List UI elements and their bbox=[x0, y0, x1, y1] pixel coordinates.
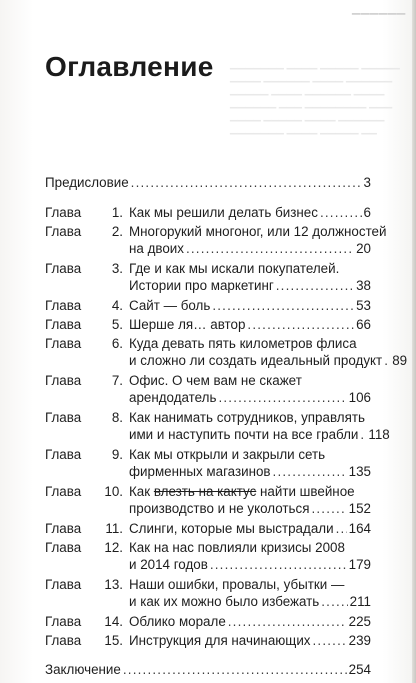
toc-entry-title: Заключение bbox=[45, 662, 121, 677]
toc-entry-title: Слинги, которые мы выстрадали bbox=[129, 521, 334, 536]
chapter-number: 10. bbox=[104, 484, 123, 499]
toc-entry-title: Как мы решили делать бизнес bbox=[129, 205, 318, 220]
toc-entry-chapter-14 bbox=[45, 613, 371, 630]
chapter-number: 13. bbox=[104, 577, 123, 592]
toc-page-number: 53 bbox=[356, 298, 371, 313]
dot-leader bbox=[276, 277, 354, 294]
toc-entry-title: Инструкция для начинающих bbox=[129, 633, 311, 648]
dot-leader bbox=[228, 613, 347, 630]
toc-entry-title: Наши ошибки, провалы, убытки — bbox=[129, 577, 345, 592]
toc-page-number: 6 bbox=[363, 205, 371, 220]
dot-leader bbox=[313, 632, 347, 649]
toc-entry-title-continued: производство и не уколоться bbox=[129, 501, 310, 516]
toc-entry-title-continued: и 2014 годов bbox=[129, 557, 208, 572]
toc-page-number: 179 bbox=[348, 557, 371, 572]
chapter-number: 9. bbox=[111, 447, 123, 462]
toc-entry-chapter-5 bbox=[45, 316, 371, 333]
chapter-number: 14. bbox=[104, 614, 123, 629]
toc-entry-title: Куда девать пять километров флиса bbox=[129, 336, 357, 351]
chapter-label: Глава bbox=[45, 373, 82, 388]
chapter-number: 7. bbox=[111, 373, 123, 388]
toc-page-number: 38 bbox=[356, 278, 371, 293]
dot-leader bbox=[212, 297, 354, 314]
chapter-label: Глава bbox=[45, 633, 82, 648]
dot-leader bbox=[218, 389, 346, 406]
chapter-number: 8. bbox=[111, 410, 123, 425]
chapter-number: 1. bbox=[111, 205, 123, 220]
dot-leader bbox=[186, 240, 354, 257]
toc-entry-preface bbox=[45, 174, 371, 191]
chapter-number: 15. bbox=[104, 633, 123, 648]
toc-page-number: 135 bbox=[348, 464, 371, 479]
toc-entry-title: Офис. О чем вам не скажет bbox=[129, 373, 302, 388]
chapter-label: Глава bbox=[45, 540, 82, 555]
chapter-label: Глава bbox=[45, 447, 82, 462]
chapter-number: 4. bbox=[111, 298, 123, 313]
toc-entry-title-continued: ими и наступить почти на все грабли bbox=[129, 427, 359, 442]
toc-page-number: 20 bbox=[356, 241, 371, 256]
toc-entry-title: найти швейное bbox=[260, 484, 355, 499]
toc-entry-chapter-15 bbox=[45, 632, 371, 649]
toc-page-number: 106 bbox=[348, 390, 371, 405]
toc-entry-title: Как на нас повлияли кризисы 2008 bbox=[129, 540, 345, 555]
chapter-number: 2. bbox=[111, 224, 123, 239]
toc-entry-chapter-13 bbox=[45, 576, 371, 610]
dot-leader bbox=[336, 520, 347, 537]
toc-page-number: 164 bbox=[348, 521, 371, 536]
toc-entry-chapter-7 bbox=[45, 372, 371, 406]
toc-entry-chapter-12 bbox=[45, 539, 371, 573]
chapter-label: Глава bbox=[45, 614, 82, 629]
chapter-label: Глава bbox=[45, 298, 82, 313]
toc-entry-title: Как bbox=[129, 484, 151, 499]
chapter-label: Глава bbox=[45, 261, 82, 276]
toc-page-number: 239 bbox=[348, 633, 371, 648]
dot-leader bbox=[320, 204, 362, 221]
toc-entry-chapter-9 bbox=[45, 446, 371, 480]
toc-entry-title: Облико морале bbox=[129, 614, 226, 629]
chapter-label: Глава bbox=[45, 577, 82, 592]
dot-leader bbox=[247, 316, 354, 333]
toc-entry-chapter-1 bbox=[45, 204, 371, 221]
chapter-label: Глава bbox=[45, 521, 82, 536]
chapter-label: Глава bbox=[45, 205, 82, 220]
dot-leader bbox=[384, 352, 390, 369]
dot-leader bbox=[360, 426, 366, 443]
toc-entry-title-continued: фирменных магазинов bbox=[129, 464, 271, 479]
dot-leader bbox=[131, 174, 362, 191]
toc-entry-chapter-2 bbox=[45, 223, 387, 257]
toc-page-number: 225 bbox=[348, 614, 371, 629]
chapter-label: Глава bbox=[45, 336, 82, 351]
chapter-label: Глава bbox=[45, 317, 82, 332]
bleed-through-text: ▁▁▁▁▁▁▁ ▁▁▁▁ ▁▁▁▁▁ ▁▁▁▁▁ ▁▁▁▁ ▁▁▁▁▁▁ ▁▁▁▁ ▁▁▁▁▁▁ ▁▁▁▁▁ ▁▁▁▁ ▁▁▁▁▁▁ ▁▁▁▁ ▁▁▁▁▁▁ ▁▁▁ ▁▁▁▁▁▁▁▁ ▁▁▁ ▁▁▁▁ ▁▁▁▁▁ ▁▁▁▁ ▁▁▁▁▁▁ ▁▁▁▁▁▁▁ ▁▁▁▁ ▁▁▁▁▁ ▁▁ bbox=[230, 59, 400, 135]
chapter-number: 3. bbox=[111, 261, 123, 276]
chapter-label: Глава bbox=[45, 410, 82, 425]
toc-entry-title: Шерше ля… автор bbox=[129, 317, 246, 332]
toc-page-number: 211 bbox=[349, 594, 371, 609]
chapter-number: 12. bbox=[104, 540, 123, 555]
struck-through-text: влезть на кактус bbox=[153, 484, 257, 499]
toc-page-number: 89 bbox=[392, 353, 408, 368]
toc-page-number: 152 bbox=[348, 501, 371, 516]
running-head: ▁▁▁▁▁▁ bbox=[352, 3, 406, 15]
toc-entry-chapter-11 bbox=[45, 520, 371, 537]
chapter-label: Глава bbox=[45, 224, 82, 239]
toc-entry-title: Как мы открыли и закрыли сеть bbox=[129, 447, 326, 462]
chapter-number: 11. bbox=[105, 521, 123, 536]
toc-entry-chapter-3 bbox=[45, 260, 371, 294]
toc-entry-chapter-4 bbox=[45, 297, 371, 314]
toc-page-number: 66 bbox=[356, 317, 371, 332]
dot-leader bbox=[123, 661, 347, 678]
page-title: Оглавление bbox=[45, 51, 214, 82]
toc-page-number: 254 bbox=[348, 662, 371, 677]
toc-entry-title-continued: арендодатель bbox=[129, 390, 217, 405]
chapter-number: 6. bbox=[111, 336, 123, 351]
toc-page-number: 118 bbox=[368, 427, 390, 442]
toc-entry-title-continued: и как их можно было избежать bbox=[129, 594, 320, 609]
chapter-label: Глава bbox=[45, 484, 82, 499]
toc-entry-chapter-6 bbox=[45, 335, 408, 369]
chapter-number: 5. bbox=[111, 317, 123, 332]
toc-entry-title-continued: Истории про маркетинг bbox=[129, 278, 274, 293]
toc-entry-title: Где и как мы искали покупателей. bbox=[129, 261, 340, 276]
toc-entry-chapter-10 bbox=[45, 483, 371, 517]
toc-entry-title: Предисловие bbox=[45, 175, 129, 190]
toc-entry-title-continued: и сложно ли создать идеальный продукт bbox=[129, 353, 383, 368]
toc-page-number: 3 bbox=[363, 175, 371, 190]
toc-entry-title: Как нанимать сотрудников, управлять bbox=[129, 410, 365, 425]
dot-leader bbox=[311, 500, 346, 517]
toc-entry-title: Сайт — боль bbox=[129, 298, 211, 313]
toc-entry-conclusion bbox=[45, 661, 371, 678]
dot-leader bbox=[210, 556, 347, 573]
dot-leader bbox=[321, 593, 347, 610]
toc-entry-title-continued: на двоих bbox=[129, 241, 184, 256]
toc-entry-title: Многорукий многоног, или 12 должностей bbox=[129, 224, 387, 239]
dot-leader bbox=[273, 463, 347, 480]
toc-entry-chapter-8 bbox=[45, 409, 390, 443]
